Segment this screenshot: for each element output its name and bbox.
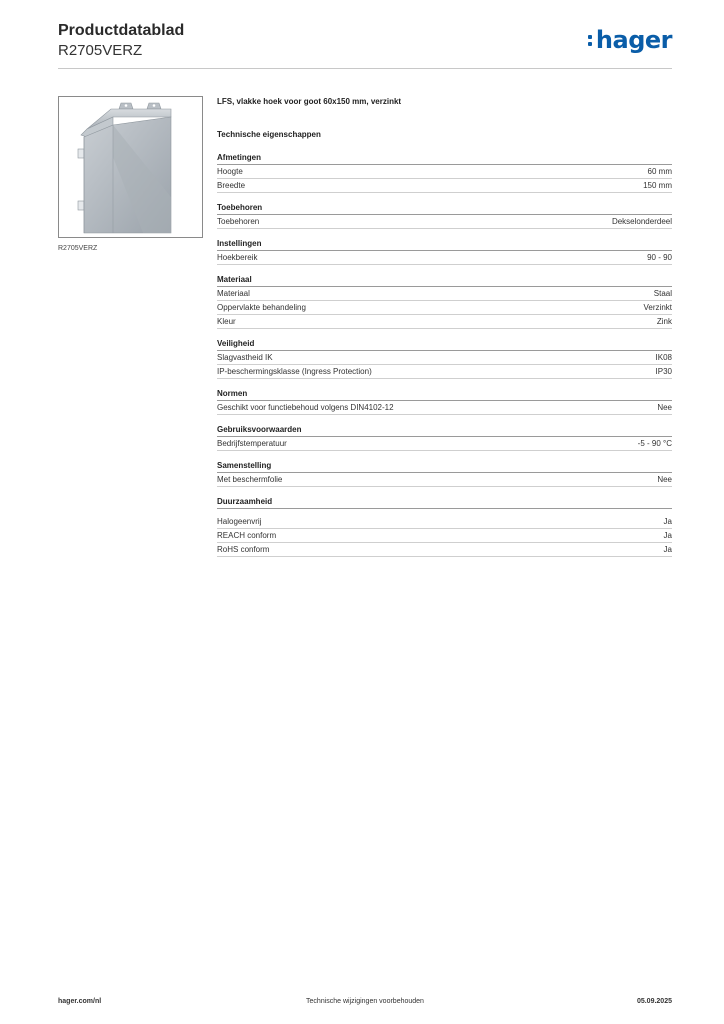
section-title: Instellingen: [217, 239, 672, 251]
spec-value: Nee: [657, 475, 672, 484]
section-title: Veiligheid: [217, 339, 672, 351]
spec-value: Verzinkt: [643, 303, 672, 312]
spec-content: [217, 96, 672, 567]
page-footer: [58, 998, 672, 1010]
footer-note: Technische wijzigingen voorbehouden: [306, 998, 424, 1005]
product-image: [58, 96, 203, 238]
footer-date: 05.09.2025: [636, 998, 672, 1005]
spec-value: Nee: [657, 403, 672, 412]
document-title: Productdatablad: [58, 22, 185, 39]
section-title: Materiaal: [217, 275, 672, 287]
spec-row: [217, 351, 672, 365]
section-title: Duurzaamheid: [217, 497, 672, 509]
spec-value: Dekselonderdeel: [611, 217, 672, 226]
spec-row: [217, 215, 672, 229]
hager-logo: [596, 26, 672, 54]
spec-label: Geschikt voor functiebehoud volgens DIN4102-12: [217, 403, 394, 412]
spec-row: [217, 179, 672, 193]
spec-section-veiligheid: [217, 339, 672, 379]
spec-label: Breedte: [217, 181, 246, 190]
spec-label: Bedrijfstemperatuur: [217, 439, 287, 448]
spec-label: Oppervlakte behandeling: [217, 303, 306, 312]
spec-value: Zink: [656, 317, 672, 326]
spec-label: REACH conform: [217, 531, 277, 540]
spec-section-materiaal: [217, 275, 672, 329]
spec-label: Toebehoren: [217, 217, 260, 226]
product-code: R2705VERZ: [58, 42, 143, 59]
spec-row: [217, 315, 672, 329]
spec-value: IK08: [655, 353, 672, 362]
spec-value: Staal: [653, 289, 672, 298]
spec-row: [217, 301, 672, 315]
spec-row: [217, 365, 672, 379]
spec-label: RoHS conform: [217, 545, 270, 554]
spec-value: 90 - 90: [647, 253, 672, 262]
spec-row: [217, 543, 672, 557]
logo-text: hager: [595, 26, 672, 54]
spec-label: Hoogte: [217, 167, 243, 176]
section-title: Afmetingen: [217, 153, 672, 165]
spec-section-normen: [217, 389, 672, 415]
spec-label: Met beschermfolie: [217, 475, 283, 484]
spec-row: [217, 473, 672, 487]
spec-label: Materiaal: [217, 289, 250, 298]
spec-row: [217, 287, 672, 301]
spec-section-samenstelling: [217, 461, 672, 487]
spec-section-gebruiksvoorwaarden: [217, 425, 672, 451]
spec-label: Halogeenvrij: [217, 517, 262, 526]
spec-row: [217, 437, 672, 451]
spec-value: Ja: [663, 517, 672, 526]
spec-label: IP-beschermingsklasse (Ingress Protection): [217, 367, 372, 376]
image-caption: R2705VERZ: [58, 245, 98, 252]
spec-value: 150 mm: [643, 181, 672, 190]
spec-label: Kleur: [217, 317, 236, 326]
section-title: Samenstelling: [217, 461, 672, 473]
spec-section-afmetingen: [217, 153, 672, 193]
spec-label: Slagvastheid IK: [217, 353, 273, 362]
product-name: LFS, vlakke hoek voor goot 60x150 mm, verzinkt: [217, 97, 402, 106]
spec-value: Ja: [663, 545, 672, 554]
section-title: Normen: [217, 389, 672, 401]
spec-section-instellingen: [217, 239, 672, 265]
section-title: Gebruiksvoorwaarden: [217, 425, 672, 437]
spec-value: IP30: [655, 367, 672, 376]
footer-website-link[interactable]: hager.com/nl: [58, 998, 102, 1005]
spec-row: [217, 401, 672, 415]
tech-properties-title: Technische eigenschappen: [217, 130, 321, 139]
spec-section-duurzaamheid: [217, 497, 672, 557]
spec-label: Hoekbereik: [217, 253, 258, 262]
section-title: Toebehoren: [217, 203, 672, 215]
spec-row: [217, 251, 672, 265]
spec-value: -5 - 90 °C: [637, 439, 672, 448]
duct-corner-illustration: [59, 97, 203, 238]
spec-row: [217, 515, 672, 529]
spec-value: Ja: [663, 531, 672, 540]
spec-section-toebehoren: [217, 203, 672, 229]
logo-colon-icon: [588, 35, 593, 49]
page-header: [58, 22, 672, 69]
spec-row: [217, 529, 672, 543]
spec-value: 60 mm: [647, 167, 672, 176]
spec-row: [217, 165, 672, 179]
